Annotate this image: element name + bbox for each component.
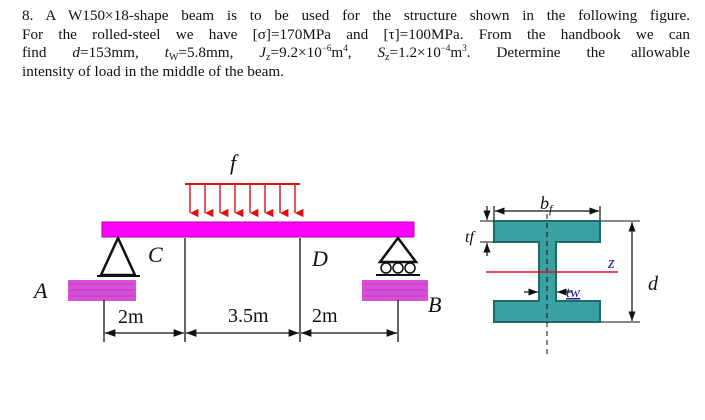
label-d: d bbox=[648, 273, 658, 295]
i-beam-cross-section bbox=[486, 214, 618, 356]
distributed-load bbox=[185, 150, 300, 213]
problem-number: 8. bbox=[22, 7, 34, 24]
label-tf: tf bbox=[465, 229, 474, 246]
beam bbox=[102, 222, 414, 237]
problem-line-4: intensity of load in the middle of the beam. bbox=[22, 62, 284, 80]
label-C: C bbox=[148, 242, 163, 267]
dimension-DB: 2m bbox=[312, 305, 338, 327]
problem-line-1: 8. A W150×18-shape beam is to be used for the structure shown in the following figure. bbox=[22, 7, 690, 24]
tf-dimension bbox=[465, 206, 494, 256]
label-D: D bbox=[312, 246, 328, 271]
label-A: A bbox=[34, 278, 48, 303]
roller-support-B bbox=[362, 238, 428, 301]
problem-line-2: For the rolled-steel we have [σ]=170MPa and [τ]=100MPa. From the handbook we can bbox=[22, 25, 690, 43]
problem-line-3: find d=153mm, $t_W=5.8mm$, $J_z=9.2\times 10^{-6}m^4$, $S_z=1.2\times 10^{-4}m^3$. Determine the allowable bbox=[22, 43, 690, 64]
label-bf: $b_f$ bbox=[540, 193, 553, 216]
label-tw: tw bbox=[566, 285, 581, 301]
pin-support-A bbox=[68, 238, 140, 301]
dimension-AC: 2m bbox=[118, 306, 144, 328]
label-z: z bbox=[608, 253, 615, 272]
label-B: B bbox=[428, 292, 442, 317]
dimension-CD: 3.5m bbox=[228, 305, 269, 327]
load-label: f bbox=[230, 150, 237, 175]
